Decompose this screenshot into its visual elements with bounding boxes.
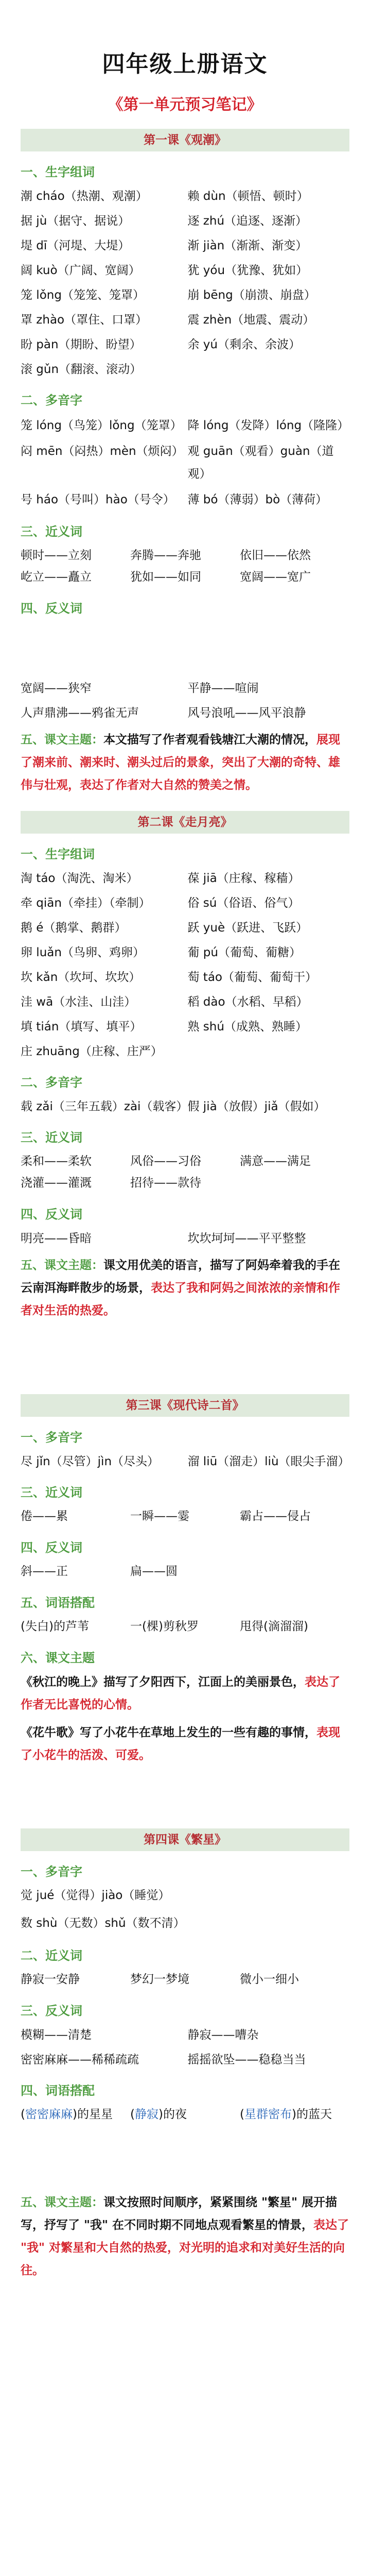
polyphone-item: 数 shù（无数）shǔ（数不清） [21,1917,185,1930]
word-item: 据 jù（据守、据说） [21,214,130,228]
section-title: 二、近义词 [21,1948,82,1963]
word-item: 震 zhèn（地震、震动） [187,313,315,327]
word-item: 坎 kǎn（坎坷、坎坎） [21,971,141,984]
collocation-item: (失白)的芦苇 [21,1620,89,1633]
section-title: 二、多音字 [21,1075,82,1090]
antonym-item: 模糊——清楚 [21,2028,92,2042]
blank-space [21,2125,349,2186]
collocation-item: 一(棵)剪秋罗 [130,1620,199,1633]
word-grid [21,868,349,1062]
theme-label: 五、课文主题： [21,1259,103,1272]
word-item: 堤 dī（河堤、大堤） [21,239,130,252]
antonym-list [21,1561,349,1582]
word-item: 潮 cháo（热潮、观潮） [21,190,148,203]
theme-highlight: 展现了潮来前、潮来时、潮头过后的景象，突出了大潮的奇特、雄伟与壮观，表达了作者对大自然的赞美之情。 [21,733,340,792]
antonym-item: 明亮——昏暗 [21,1232,92,1245]
word-item: 萄 táo（葡萄、葡萄干） [187,971,317,984]
theme-text: 课文按照时间顺序，紧紧围绕 "繁星" 展开描写，抒写了 "我" 在不同时期不同地点观看繁星的情景， [21,2196,337,2232]
synonym-item: 浇灌——灌溉 [21,1176,92,1190]
word-item: 崩 bēng（崩溃、崩盘） [187,289,316,302]
synonym-item: 招待——款待 [130,1176,201,1190]
synonym-item [240,1172,349,1194]
lesson-1 [21,129,349,796]
word-item: 葡 pú（葡萄、葡糖） [187,946,301,959]
polyphone-grid [21,1096,349,1117]
lesson-4-header: 第四课《繁星》 [21,1828,349,1851]
lesson-1-header: 第一课《观潮》 [21,129,349,151]
polyphone-item: 号 háo（号叫）hào（号令） [21,493,175,506]
antonym-item: 扁——圆 [130,1565,178,1578]
word-grid [21,186,349,380]
polyphone-item: 假 jià（放假）jiǎ（假如） [187,1100,326,1113]
collocation-item: 甩得(滴溜溜) [240,1620,308,1633]
lesson-4 [21,1828,349,2282]
section-title: 一、多音字 [21,1865,82,1879]
theme-text: 《花牛歌》写了小花牛在草地上发生的一些有趣的事情， [21,1726,316,1739]
polyphone-grid [21,1451,349,1472]
polyphone-item: 觉 jué（觉得）jiào（睡觉） [21,1889,170,1902]
blank-space [21,1767,349,1814]
collocation-word: 静寂 [134,2108,158,2121]
word-item: 庄 zhuāng（庄稼、庄严） [21,1045,163,1058]
collocation-word: 星群密布 [244,2108,292,2121]
word-item: 牵 qiān（牵挂）（牵制） [21,896,151,910]
synonym-list [21,1505,349,1527]
word-item: 洼 wā（水洼、山洼） [21,995,136,1009]
synonym-item: 静寂一安静 [21,1973,80,1986]
poem-theme-2 [21,1721,349,1767]
theme-label: 五、课文主题： [21,2196,103,2209]
lesson-2-header: 第二课《走月亮》 [21,811,349,834]
word-item: 余 yú（剩余、余波） [187,338,301,351]
section-title: 四、反义词 [21,1540,82,1555]
word-item: 俗 sú（俗语、俗气） [187,896,300,910]
synonym-item: 奔腾——奔驰 [130,549,201,562]
section-title: 四、反义词 [21,601,82,616]
polyphone-item: 载 zǎi（三年五载）zài（载客） [21,1100,188,1113]
theme-highlight: 表达了我和阿妈之间浓浓的亲情和作者对生活的热爱。 [21,1281,340,1317]
word-item: 熟 shú（成熟、熟睡） [187,1020,307,1033]
collocation-rest: 的夜 [163,2108,187,2121]
theme-highlight: 表达了 "我" 对繁星和大自然的热爱，对光明的追求和对美好生活的向往。 [21,2218,349,2277]
page-subtitle: 《第一单元预习笔记》 [108,96,262,114]
antonym-item: 人声鼎沸——鸦雀无声 [21,706,139,720]
section-title: 五、词语搭配 [21,1596,95,1610]
synonym-item: 微小一细小 [240,1973,299,1986]
antonym-item: 斜——正 [21,1565,68,1578]
section-title: 一、生字组词 [21,847,95,861]
synonym-item: 一瞬——霎 [130,1510,189,1523]
synonym-item: 满意——满足 [240,1155,311,1168]
polyphone-grid [21,414,349,511]
theme-label: 五、课文主题： [21,733,103,747]
section-title: 三、近义词 [21,1485,82,1500]
synonym-list [21,545,349,588]
lesson-theme [21,728,349,796]
word-item: 葆 jiā（庄稼、稼穑） [187,872,300,885]
lesson-2 [21,811,349,1322]
section-title: 三、近义词 [21,524,82,539]
word-item: 稻 dào（水稻、早稻） [187,995,308,1009]
synonym-item: 霸占——侵占 [240,1510,311,1523]
section-title: 一、生字组词 [21,165,95,179]
word-item: 罩 zhào（罩住、口罩） [21,313,148,327]
theme-text: 课文用优美的语言，描写了阿妈牵着我的手在云南洱海畔散步的场景， [21,1259,340,1295]
synonym-list [21,1969,349,1990]
synonym-item: 倦——累 [21,1510,68,1523]
polyphone-item: 降 lóng（发降）lóng（隆隆） [187,419,349,432]
word-item: 淘 táo（淘洗、淘米） [21,872,138,885]
collocation-rest: 的蓝天 [296,2108,332,2121]
theme-highlight: 表达了作者无比喜悦的心情。 [21,1675,340,1711]
word-item: 鹅 é（鹅掌、鹅群） [21,921,127,935]
word-item: 犹 yóu（犹豫、犹如） [187,264,308,277]
section-title: 三、近义词 [21,1130,82,1145]
word-item: 赖 dùn（顿悟、顿时） [187,190,309,203]
theme-highlight: 表现了小花牛的活泼、可爱。 [21,1726,340,1762]
section-title: 四、反义词 [21,1207,82,1222]
antonym-item: 风号浪吼——风平浪静 [187,706,306,720]
word-item: 滚 gǔn（翻滚、滚动） [21,363,142,376]
synonym-item: 依旧——依然 [240,549,311,562]
lesson-theme [21,2191,349,2282]
antonym-item: 静寂——嘈杂 [187,2028,259,2042]
polyphone-item: 闷 mēn（闷热）mèn（烦闷） [21,445,184,458]
synonym-list [21,1150,349,1194]
polyphone-item: 尽 jǐn（尽管）jìn（尽头） [21,1455,160,1468]
polyphone-item: 溜 liū（溜走）liù（眼尖手溜） [187,1455,350,1468]
lesson-3-header: 第三课《现代诗二首》 [21,1394,349,1417]
collocation-item: (星群密布)的蓝天 [240,2108,332,2121]
word-item: 盼 pàn（期盼、盼望） [21,338,142,351]
polyphone-item: 薄 bó（薄弱）bò（薄荷） [187,493,328,506]
word-item: 笼 lǒng（笼笼、笼罩） [21,289,145,302]
synonym-item: 梦幻一梦境 [130,1973,189,1986]
synonym-item: 顿时——立刻 [21,549,92,562]
polyphone-item: 观 guān（观看）guàn（道观） [187,445,334,481]
blank-space [21,616,349,672]
poem-theme-1 [21,1671,349,1716]
section-title: 四、词语搭配 [21,2083,95,2098]
word-item: 跃 yuè（跃进、飞跃） [187,921,308,935]
antonym-item: 坎坎坷坷——平平整整 [187,1232,306,1245]
lesson-3 [21,1394,349,1767]
synonym-item: 风俗——习俗 [130,1155,201,1168]
synonym-item: 屹立——矗立 [21,570,92,584]
section-title: 二、多音字 [21,393,82,408]
section-title: 一、多音字 [21,1430,82,1445]
collocation-list [21,1616,349,1637]
section-title: 三、反义词 [21,2004,82,2018]
collocation-rest: 的星星 [77,2108,113,2121]
antonym-list [21,678,349,723]
antonym-item: 密密麻麻——稀稀疏疏 [21,2053,139,2066]
synonym-item: 宽阔——宽广 [240,570,311,584]
collocation-list [21,2104,349,2125]
collocation-word: 密密麻麻 [25,2108,73,2121]
theme-text: 本文描写了作者观看钱塘江大潮的情况， [103,733,316,747]
antonym-list [21,1228,349,1249]
synonym-item: 犹如——如同 [130,570,201,584]
polyphone-item: 笼 lóng（鸟笼）lǒng（笼罩） [21,419,182,432]
blank-space [21,1322,349,1380]
antonym-list [21,2025,349,2070]
antonym-item: 摇摇欲坠——稳稳当当 [187,2053,306,2066]
theme-text: 《秋江的晚上》描写了夕阳西下，江面上的美丽景色， [21,1675,305,1689]
collocation-item: (静寂)的夜 [130,2108,187,2121]
word-item: 渐 jiàn（渐渐、渐变） [187,239,308,252]
synonym-item: 柔和——柔软 [21,1155,92,1168]
word-item: 卵 luǎn（鸟卵、鸡卵） [21,946,145,959]
word-item: 阔 kuò（广阔、宽阔） [21,264,140,277]
antonym-item: 平静——喧闹 [187,682,259,695]
lesson-theme [21,1254,349,1322]
page-title: 四年级上册语文 [102,51,268,77]
word-item: 逐 zhú（追逐、逐渐） [187,214,308,228]
word-item: 填 tián（填写、填平） [21,1020,142,1033]
section-title: 六、课文主题 [21,1651,95,1665]
antonym-item: 宽阔——狭窄 [21,682,92,695]
collocation-item: (密密麻麻)的星星 [21,2108,113,2121]
